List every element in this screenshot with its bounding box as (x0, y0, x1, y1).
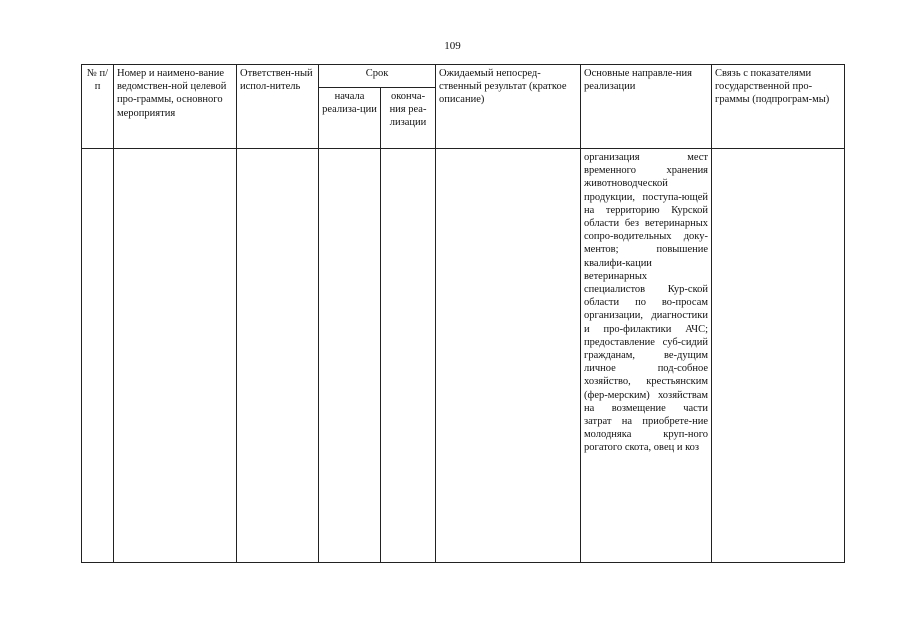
program-table (81, 64, 845, 563)
cell-executor (237, 149, 319, 563)
page-number: 109 (444, 40, 461, 52)
header-result: Ожидаемый непосред-ственный результат (краткое описание) (436, 65, 581, 149)
cell-term-end (381, 149, 436, 563)
cell-name (114, 149, 237, 563)
header-term-start: начала реализа-ции (319, 88, 381, 149)
header-directions: Основные направле-ния реализации (581, 65, 712, 149)
cell-num (82, 149, 114, 563)
header-term-end: оконча-ния реа-лизации (381, 88, 436, 149)
cell-directions: организация мест временного хранения животноводческой продукции, поступа-ющей на территорию Курской области без ветеринарных сопро-водительных доку-ментов; повышение квалифи-кации ветеринарных специалистов Кур-ской области по во-просам организации, диагностики и про-филактики АЧС; предоставление суб-сидий гражданам, ве-дущим личное под-собное хозяйство, крестьянским (фер-мерским) хозяйствам на возмещение части затрат на приобрете-ние молодняка круп-ного рогатого скота, овец и коз (581, 149, 712, 563)
cell-link (712, 149, 845, 563)
header-link: Связь с показателями государственной про-граммы (подпрограм-мы) (712, 65, 845, 149)
header-num: № п/п (82, 65, 114, 149)
header-term: Срок (319, 65, 436, 88)
table-row (82, 149, 845, 563)
cell-term-start (319, 149, 381, 563)
header-row-main (82, 65, 845, 88)
cell-result (436, 149, 581, 563)
header-name: Номер и наимено-вание ведомствен-ной целевой про-граммы, основного мероприятия (114, 65, 237, 149)
header-executor: Ответствен-ный испол-нитель (237, 65, 319, 149)
